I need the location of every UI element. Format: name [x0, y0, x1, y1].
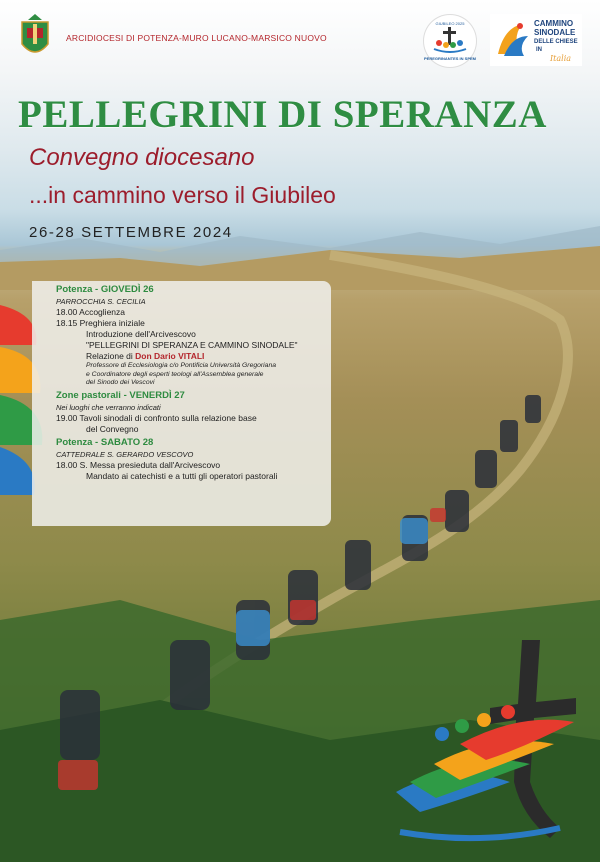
day-2-item: del Convegno	[86, 423, 139, 434]
speaker-note: del Sinodo dei Vescovi	[86, 379, 155, 386]
synod-line-3: DELLE CHIESE	[534, 39, 578, 45]
day-1-item: Introduzione dell'Arcivescovo	[86, 329, 196, 339]
header	[0, 0, 600, 75]
day-3-item: Mandato ai catechisti e a tutti gli operatori pastorali	[86, 470, 278, 481]
page-title: PELLEGRINI DI SPERANZA	[18, 93, 547, 136]
day-3-heading: Potenza - SABATO 28	[56, 436, 154, 448]
speaker-name: Don Dario VITALI	[135, 351, 205, 361]
pilgrim-jubilee-logo	[424, 15, 476, 67]
event-dates: 26-28 SETTEMBRE 2024	[29, 224, 233, 241]
archdiocese-name: ARCIDIOCESI DI POTENZA-MURO LUCANO-MARSICO NUOVO	[66, 33, 327, 43]
synod-line-4: IN	[536, 47, 542, 53]
speaker-prefix: Relazione di	[86, 351, 136, 361]
day-2-heading: Zone pastorali - VENERDÌ 27	[56, 389, 185, 401]
pilgrim-logo-bottom-text: PEREGRINANTES IN SPEM	[424, 56, 477, 61]
day-1-heading: Potenza - GIOVEDÌ 26	[56, 284, 154, 295]
subtitle: Convegno diocesano	[29, 144, 255, 171]
day-1-speaker-line	[56, 351, 328, 362]
synodal-path-logo	[490, 14, 582, 66]
synod-line-2: SINODALE	[534, 28, 576, 37]
day-1-item: 18.00 Accoglienza	[56, 307, 125, 317]
day-3-place: CATTEDRALE S. GERARDO VESCOVO	[56, 449, 194, 459]
speaker-note: e Coordinatore degli esperti teologi all'Assemblea generale	[86, 370, 264, 378]
day-1-item: 18.15 Preghiera iniziale	[56, 318, 145, 328]
synod-line-1: CAMMINO	[534, 19, 574, 28]
day-1-place: PARROCCHIA S. CECILIA	[56, 297, 146, 306]
subtitle-tagline: ...in cammino verso il Giubileo	[29, 182, 336, 208]
pilgrim-logo-top-text: GIUBILEO 2025	[435, 21, 465, 26]
crest-icon	[18, 14, 52, 62]
jubilee-cross-logo	[390, 632, 590, 852]
day-1-item: "PELLEGRINI DI SPERANZA E CAMMINO SINODALE"	[86, 340, 298, 350]
day-2-place: Nei luoghi che verranno indicati	[56, 402, 161, 412]
day-2-item: 19.00 Tavoli sinodali di confronto sulla relazione base	[56, 412, 257, 423]
synod-line-5: Italia	[550, 54, 572, 63]
synod-flame-icon	[490, 14, 534, 66]
program-panel	[32, 281, 331, 526]
speaker-note: Professore di Ecclesiologia c/o Pontificia Università Gregoriana	[86, 362, 277, 369]
day-3-item: 18.00 S. Messa presieduta dall'Arcivescovo	[56, 459, 221, 470]
